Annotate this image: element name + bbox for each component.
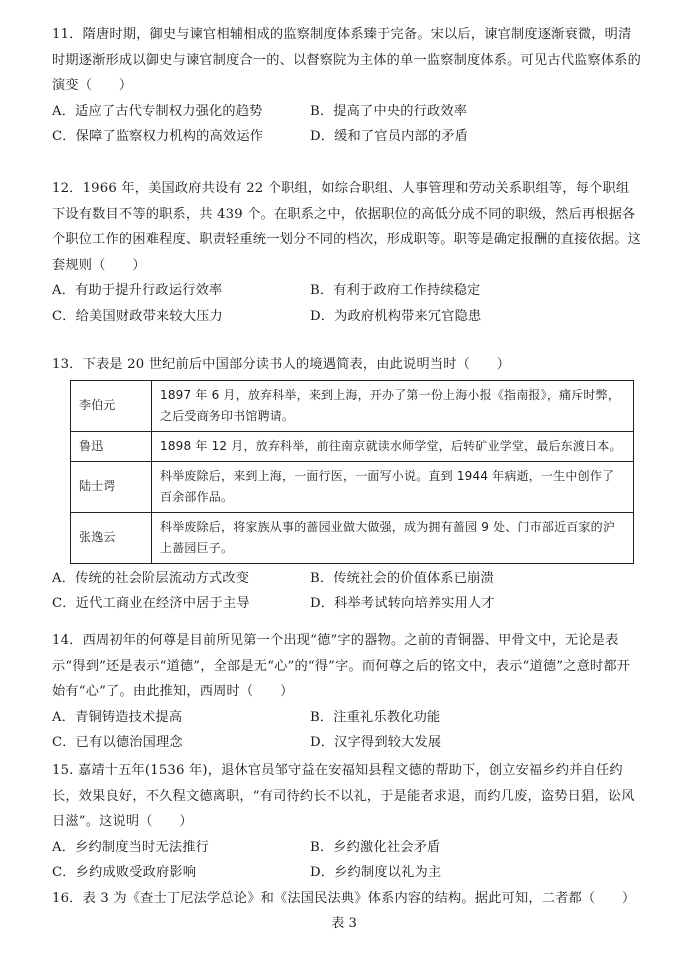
option-a[interactable]: A．适应了古代专制权力强化的趋势 xyxy=(52,103,263,119)
question-16 xyxy=(52,886,642,912)
question-15 xyxy=(52,758,642,886)
option-a[interactable]: A．有助于提升行政运行效率 xyxy=(52,283,223,298)
person-detail: 科举废除后，将家族从事的蔷园业做大做强，成为拥有蔷园 9 处、门市部近百家的沪上蔷园巨子。 xyxy=(152,512,634,563)
option-b[interactable]: B．注重礼乐教化功能 xyxy=(310,709,441,725)
table-row xyxy=(71,461,634,512)
option-c[interactable]: C．给美国财政带来较大压力 xyxy=(52,308,223,324)
person-detail: 1897 年 6 月，放弃科举，来到上海，开办了第一份上海小报《指南报》，痛斥时弊，之后受商务印书馆聘请。 xyxy=(152,380,634,431)
options xyxy=(52,99,642,150)
option-b[interactable]: B．乡约激化社会矛盾 xyxy=(310,839,441,855)
table-row xyxy=(71,380,634,431)
option-b[interactable]: B．传统社会的价值体系已崩溃 xyxy=(310,570,494,586)
question-stem: 11．隋唐时期，御史与谏官相辅相成的监察制度体系臻于完备。宋以后，谏官制度逐渐衰微，明清时期逐渐形成以御史与谏官制度合一的、以督察院为主体的单一监察制度体系。可见古代监察体系的演变（ ） xyxy=(52,27,642,93)
option-c[interactable]: C．已有以德治国理念 xyxy=(52,735,183,750)
option-a[interactable]: A．青铜铸造技术提高 xyxy=(52,709,183,725)
options xyxy=(52,278,642,329)
table-caption: 表 3 xyxy=(331,916,357,931)
table-row xyxy=(71,512,634,563)
option-d[interactable]: D．乡约制度以礼为主 xyxy=(310,865,442,880)
options xyxy=(52,835,642,886)
person-detail: 科举废除后，来到上海，一面行医，一面写小说。直到 1944 年病逝，一生中创作了百余部作品。 xyxy=(152,461,634,512)
question-14 xyxy=(52,628,642,756)
option-b[interactable]: B．有利于政府工作持续稳定 xyxy=(310,283,481,298)
option-a[interactable]: A．传统的社会阶层流动方式改变 xyxy=(52,570,250,586)
person-name: 陆士谔 xyxy=(71,461,152,512)
option-d[interactable]: D．缓和了官员内部的矛盾 xyxy=(310,129,469,144)
option-d[interactable]: D．汉字得到较大发展 xyxy=(310,735,442,750)
option-c[interactable]: C．近代工商业在经济中居于主导 xyxy=(52,596,250,611)
option-c[interactable]: C．保障了监察权力机构的高效运作 xyxy=(52,129,264,144)
option-d[interactable]: D．科举考试转向培养实用人才 xyxy=(310,596,495,611)
question-stem: 15. 嘉靖十五年(1536 年)，退休官员邹守益在安福知县程文德的帮助下，创立安福乡约并自任约长，效果良好，不久程文德离职，“有司待约长不以礼，于是能者求退，而约几废，盗势日猖，讼风日滋”。这说明（ ） xyxy=(52,763,635,829)
question-stem: 16．表 3 为《查士丁尼法学总论》和《法国民法典》体系内容的结构。据此可知，二者都（ ） xyxy=(52,891,636,906)
options xyxy=(52,705,642,756)
question-stem: 14．西周初年的何尊是目前所见第一个出现“德”字的器物。之前的青铜器、甲骨文中，无论是表示“得到”还是表示“道德”，全部是无“心”的“得”字。而何尊之后的铭文中，表示“道德”之意时都开始有“心”了。由此推知，西周时（ ） xyxy=(52,633,631,699)
person-name: 李伯元 xyxy=(71,380,152,431)
option-d[interactable]: D．为政府机构带来冗官隐患 xyxy=(310,308,482,324)
option-b[interactable]: B．提高了中央的行政效率 xyxy=(310,103,468,119)
table-row xyxy=(71,431,634,461)
reader-situation-table xyxy=(70,380,634,564)
person-name: 张逸云 xyxy=(71,512,152,563)
question-stem: 13．下表是 20 世纪前后中国部分读书人的境遇简表，由此说明当时（ ） xyxy=(52,357,511,372)
question-11 xyxy=(52,22,642,150)
person-name: 鲁迅 xyxy=(71,431,152,461)
question-12 xyxy=(52,176,642,329)
person-detail: 1898 年 12 月，放弃科举，前往南京就读水师学堂，后转矿业学堂，最后东渡日本。 xyxy=(152,431,634,461)
option-c[interactable]: C．乡约成败受政府影响 xyxy=(52,865,197,880)
question-13 xyxy=(52,352,642,617)
options xyxy=(52,566,642,617)
question-stem: 12．1966 年，美国政府共设有 22 个职组，如综合职组、人事管理和劳动关系职组等，每个职组下设有数目不等的职系，共 439 个。在职系之中，依据职位的高低分成不同的职级，然后再根据各个职位工作的困难程度、职责轻重统一划分不同的档次，形成职等。职等是确定报酬的直接依据。这套规则（ ） xyxy=(52,181,642,273)
option-a[interactable]: A．乡约制度当时无法推行 xyxy=(52,839,209,855)
